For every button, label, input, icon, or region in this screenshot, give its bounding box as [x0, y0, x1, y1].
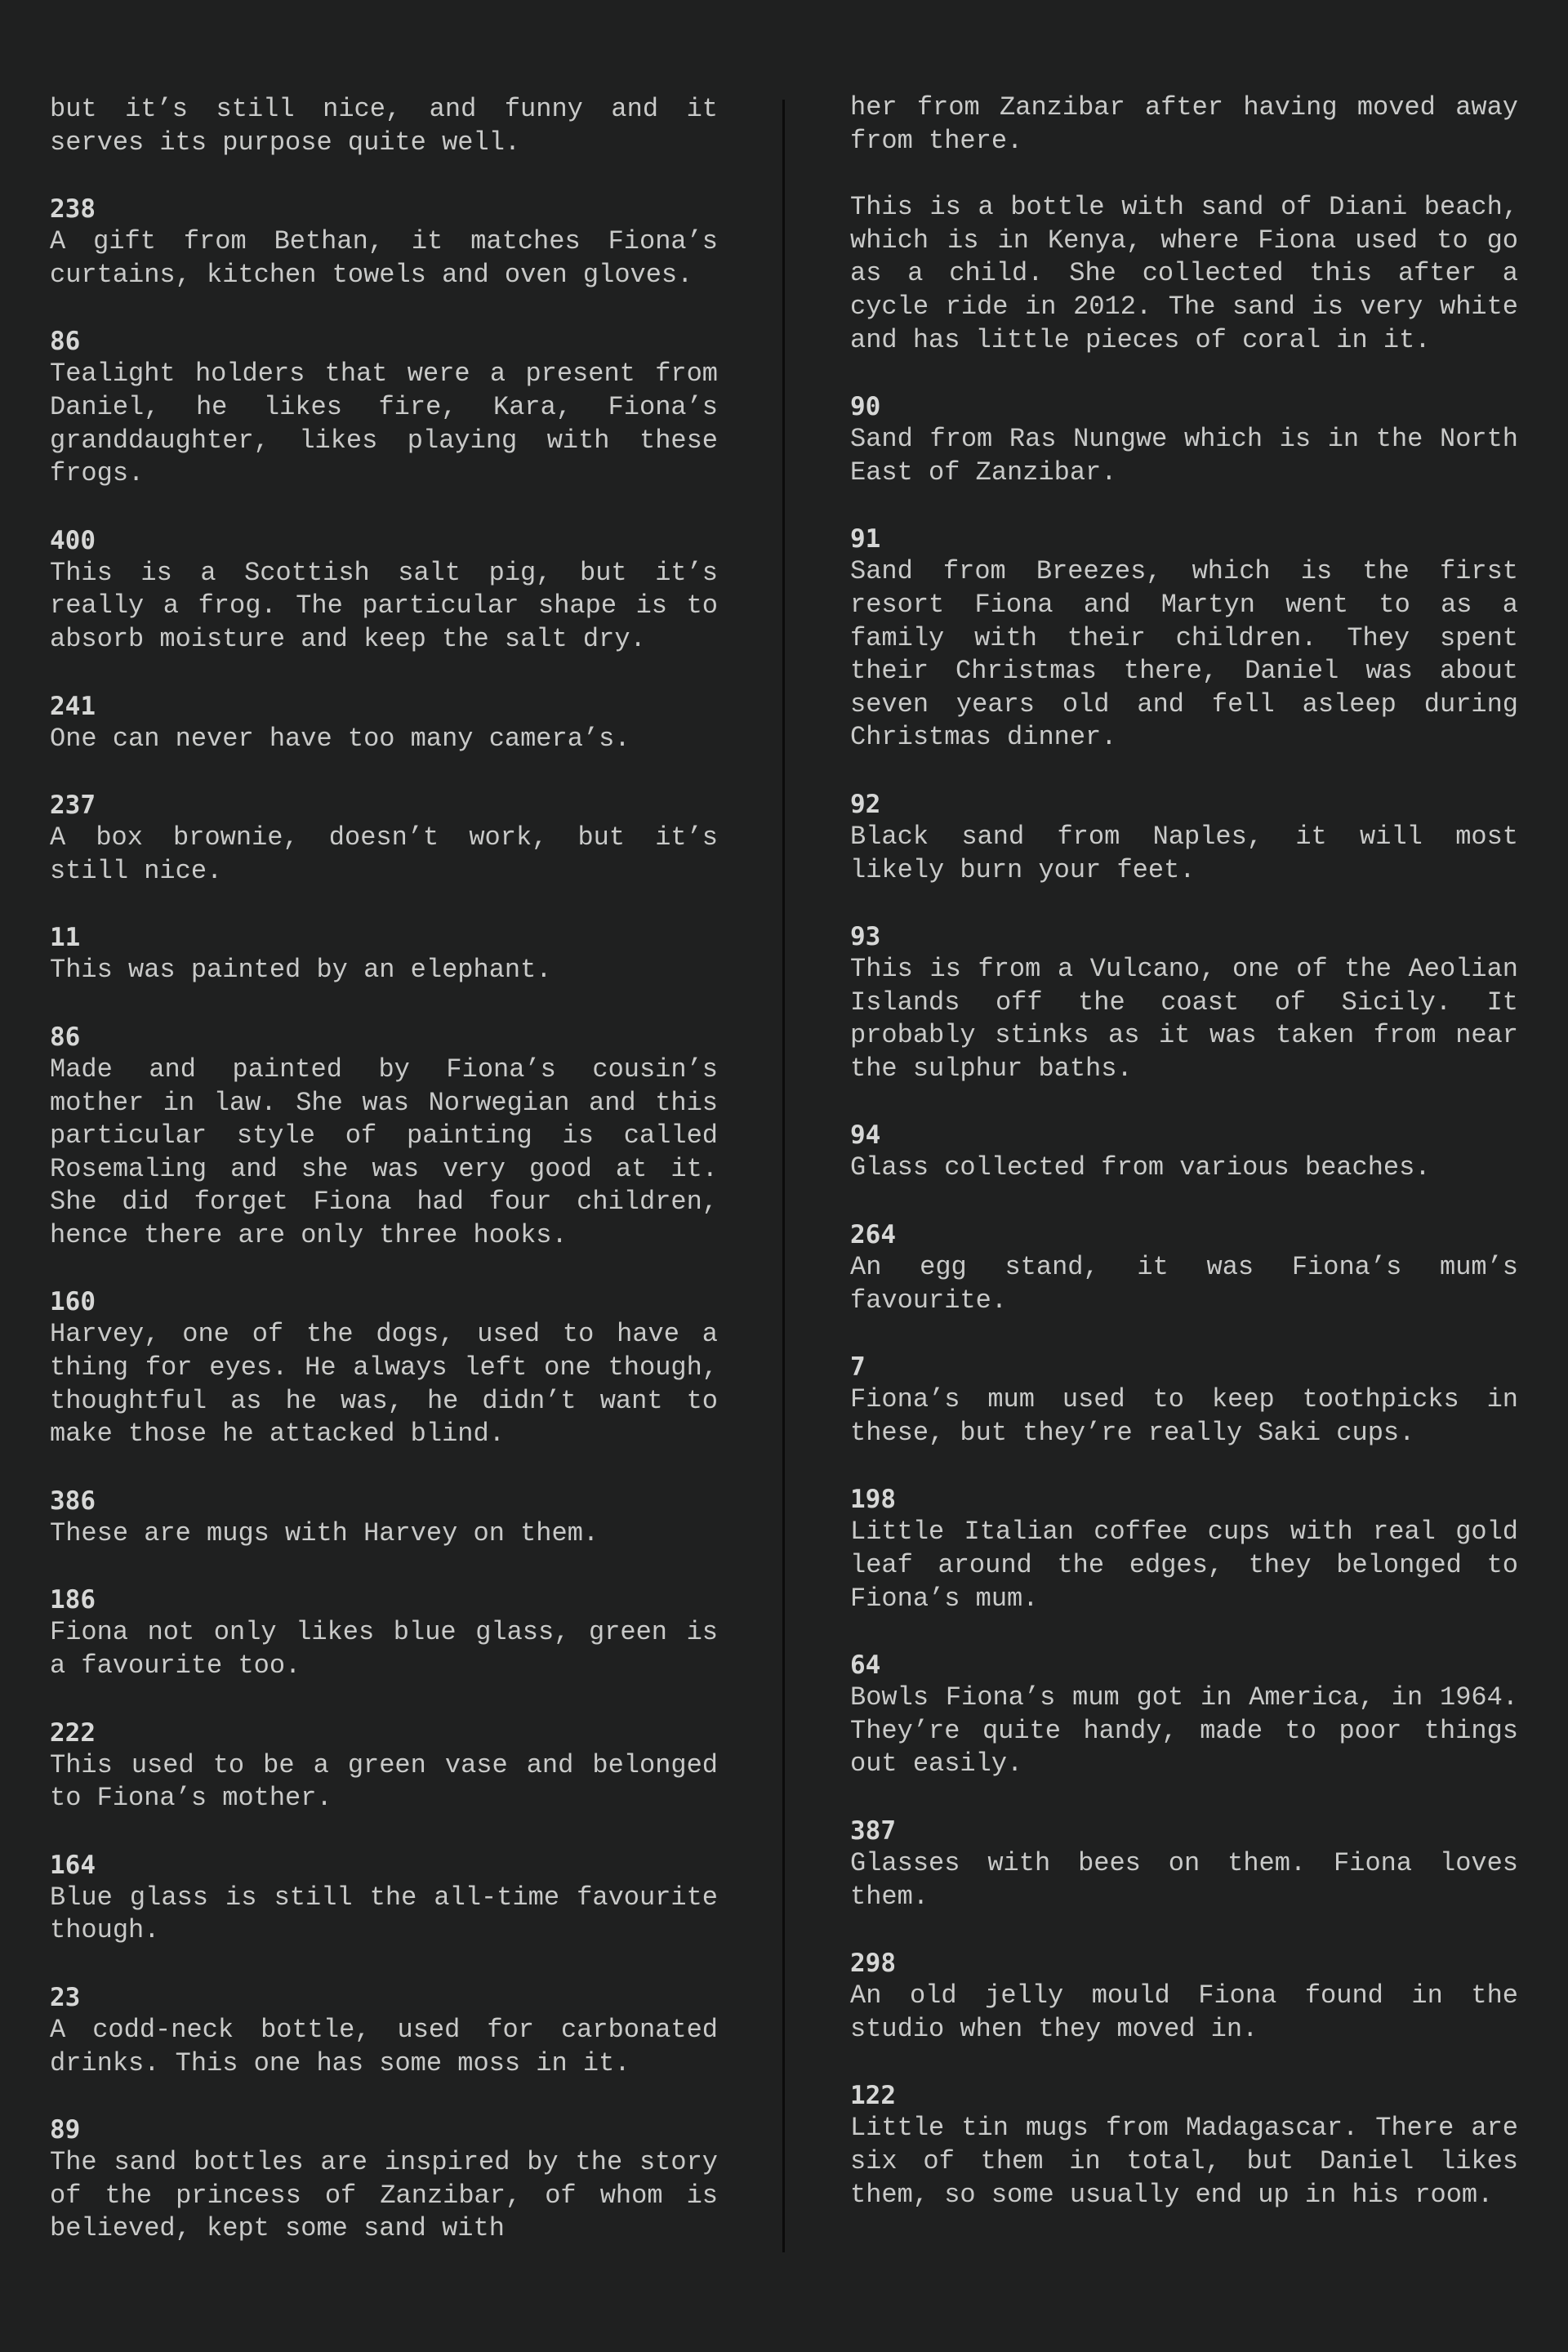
- entry-number: 160: [50, 1287, 96, 1317]
- entry-number: 91: [850, 524, 881, 555]
- entry-text: This is a bottle with sand of Diani beach, which is in Kenya, where Fiona used to go as a child. She collected this after a cycle ride in 2012. The sand is very white and has little pieces of coral in it.: [850, 192, 1518, 355]
- entry: [50, 1485, 718, 1551]
- entry: [850, 1119, 1518, 1185]
- entry-number: 264: [850, 1220, 896, 1250]
- entry: [50, 1021, 718, 1253]
- entry-number: 7: [850, 1352, 866, 1383]
- entry: [50, 1717, 718, 1815]
- entry-text: A codd-neck bottle, used for carbonated drinks. This one has some moss in it.: [50, 2015, 718, 2078]
- entry-text: Little Italian coffee cups with real gold leaf around the edges, they belonged to Fiona’s mum.: [850, 1517, 1518, 1614]
- entry-text: This is from a Vulcano, one of the Aeolian Islands off the coast of Sicily. It probably stinks as it was taken from near the sulphur baths.: [850, 954, 1518, 1084]
- entry: [850, 523, 1518, 755]
- entry-number: 198: [850, 1485, 896, 1515]
- entry: [850, 1218, 1518, 1317]
- entry-text: Tealight holders that were a present from Daniel, he likes fire, Kara, Fiona’s granddaughter, likes playing with these frogs.: [50, 359, 718, 489]
- entry-text: A gift from Bethan, it matches Fiona’s curtains, kitchen towels and oven gloves.: [50, 226, 718, 290]
- entry-number: 186: [50, 1585, 96, 1615]
- entry-number: 237: [50, 791, 96, 821]
- entry: [50, 193, 718, 292]
- entry-text: Black sand from Naples, it will most likely burn your feet.: [850, 821, 1518, 885]
- entry-number: 222: [50, 1717, 96, 1748]
- entry-number: 86: [50, 1022, 81, 1052]
- entry-text: An egg stand, it was Fiona’s mum’s favourite.: [850, 1252, 1518, 1316]
- entry: [50, 1981, 718, 2080]
- entry-text: Little tin mugs from Madagascar. There are six of them in total, but Daniel likes them, so some usually end up in his room.: [850, 2113, 1518, 2210]
- entry-text: This is a Scottish salt pig, but it’s really a frog. The particular shape is to absorb moisture and keep the salt dry.: [50, 557, 718, 654]
- left-intro-entry: [50, 93, 718, 159]
- entry-text: Bowls Fiona’s mum got in America, in 1964. They’re quite handy, made to poor things out easily.: [850, 1682, 1518, 1780]
- entry: [850, 1815, 1518, 1913]
- entry-text: Harvey, one of the dogs, used to have a thing for eyes. He always left one though, thoughtful as he was, he didn’t want to make those he attacked blind.: [50, 1319, 718, 1450]
- entry-number: 92: [850, 789, 881, 819]
- entry-text: Made and painted by Fiona’s cousin’s mother in law. She was Norwegian and this particular style of painting is called Rosemaling and she was very good at it. She did forget Fiona had four children, hence there are only three hooks.: [50, 1054, 718, 1250]
- entry-number: 164: [50, 1850, 96, 1880]
- entry-number: 64: [850, 1650, 881, 1681]
- entry: [50, 690, 718, 756]
- entry-text: Sand from Breezes, which is the first resort Fiona and Martyn went to as a family with their children. They spent their Christmas there, Daniel was about seven years old and fell asleep during Christmas dinner.: [850, 556, 1518, 753]
- entry-number: 386: [50, 1486, 96, 1516]
- entry: [850, 920, 1518, 1085]
- right-intro-entry: [850, 91, 1518, 158]
- entry-text: Blue glass is still the all-time favourite though.: [50, 1882, 718, 1946]
- entry: [50, 789, 718, 888]
- entry-text: Sand from Ras Nungwe which is in the North East of Zanzibar.: [850, 424, 1518, 488]
- entry-text: An old jelly mould Fiona found in the studio when they moved in.: [850, 1980, 1518, 2044]
- column-divider: [782, 100, 785, 2252]
- entry-number: 122: [850, 2081, 896, 2111]
- entry: [850, 1947, 1518, 2046]
- entry: [850, 1351, 1518, 1450]
- entry: [850, 1483, 1518, 1615]
- entry: [850, 390, 1518, 489]
- entry-number: 241: [50, 691, 96, 721]
- entry-text: This was painted by an elephant.: [50, 955, 552, 986]
- entry-text: her from Zanzibar after having moved away from there.: [850, 92, 1518, 156]
- entry-number: 238: [50, 194, 96, 225]
- entry-number: 400: [50, 525, 96, 555]
- right-intro-entry-2: [850, 191, 1518, 357]
- entry-number: 23: [50, 1983, 81, 2012]
- entry-text: Fiona’s mum used to keep toothpicks in these, but they’re really Saki cups.: [850, 1384, 1518, 1448]
- entry-number: 387: [850, 1816, 896, 1846]
- entry: [50, 1849, 718, 1948]
- entry-text: One can never have too many camera’s.: [50, 723, 630, 754]
- entry-number: 93: [850, 922, 881, 952]
- entry-text: Glasses with bees on them. Fiona loves them.: [850, 1848, 1518, 1912]
- entry: [50, 325, 718, 490]
- entry-text: Glass collected from various beaches.: [850, 1152, 1431, 1183]
- left-column: [50, 93, 718, 2279]
- entry: [50, 1285, 718, 1450]
- entry-text: The sand bottles are inspired by the story of the princess of Zanzibar, of whom is believed, kept some sand with: [50, 2147, 718, 2244]
- entry: [850, 788, 1518, 887]
- entry-text: Fiona not only likes blue glass, green is a favourite too.: [50, 1617, 718, 1682]
- entry: [850, 1649, 1518, 1781]
- entry: [850, 2079, 1518, 2212]
- entry-number: 11: [50, 923, 81, 953]
- entry: [50, 1584, 718, 1682]
- entry: [50, 921, 718, 987]
- entry-text: This used to be a green vase and belonged to Fiona’s mother.: [50, 1749, 718, 1814]
- entry: [50, 524, 718, 657]
- entry-number: 89: [50, 2115, 81, 2145]
- entry-number: 94: [850, 1120, 881, 1151]
- entry-text: These are mugs with Harvey on them.: [50, 1517, 599, 1548]
- entry-number: 90: [850, 392, 881, 422]
- entry: [50, 2114, 718, 2246]
- entry-number: 298: [850, 1949, 896, 1979]
- entry-text: A box brownie, doesn’t work, but it’s still nice.: [50, 822, 718, 886]
- entry-text: but it’s still nice, and funny and it serves its purpose quite well.: [50, 94, 718, 158]
- entry-number: 86: [50, 327, 81, 357]
- right-column: [850, 91, 1518, 2245]
